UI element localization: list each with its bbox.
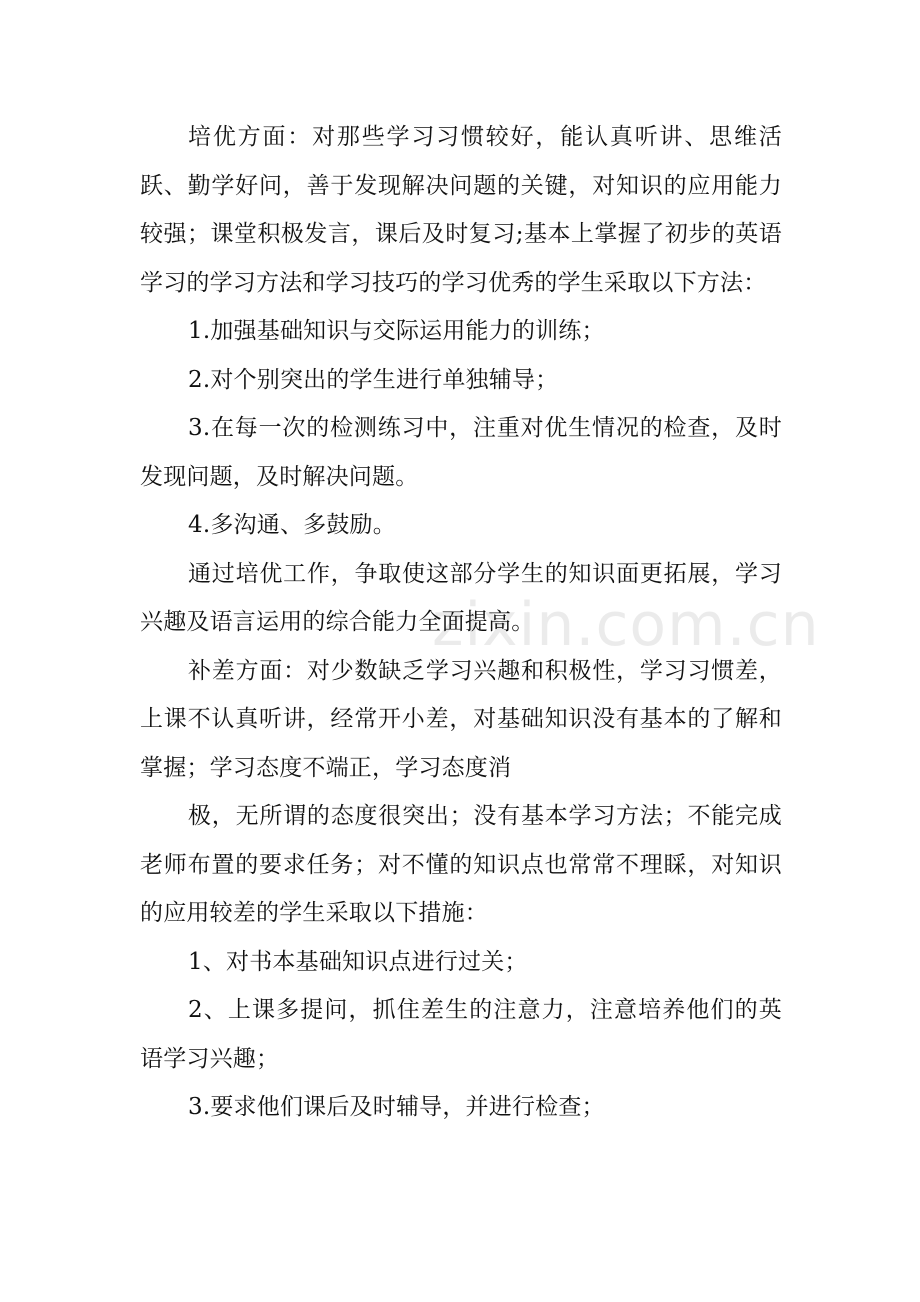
paragraph-weak-students-continued: 极，无所谓的态度很突出；没有基本学习方法；不能完成老师布置的要求任务；对不懂的知识点也常常不理睬，对知识的应用较差的学生采取以下措施： [140, 803, 782, 926]
paragraph-item-4: 4.多沟通、多鼓励。 [188, 512, 396, 538]
paragraph-measure-3: 3.要求他们课后及时辅导，并进行检查； [188, 1094, 605, 1120]
paragraph-item-2: 2.对个别突出的学生进行单独辅导； [188, 366, 559, 393]
paragraph-item-3: 3.在每一次的检测练习中，注重对优生情况的检查，及时发现问题，及时解决问题。 [140, 415, 782, 490]
paragraph-weak-students-intro: 补差方面：对少数缺乏学习兴趣和积极性，学习习惯差，上课不认真听讲，经常开小差，对基础知识没有基本的了解和掌握；学习态度不端正，学习态度消 [140, 657, 782, 781]
paragraph-top-students-intro: 培优方面：对那些学习习惯较好，能认真听讲、思维活跃、勤学好问，善于发现解决问题的关键，对知识的应用能力较强；课堂积极发言，课后及时复习;基本上掌握了初步的英语学习的学习方法和学习技巧的学习优秀的学生采取以下方法： [140, 124, 782, 296]
watermark: zixin.com.cn [432, 590, 820, 660]
paragraph-measure-1: 1、对书本基础知识点进行过关； [188, 948, 528, 975]
paragraph-item-1: 1.加强基础知识与交际运用能力的训练； [188, 318, 605, 344]
document-body [140, 113, 782, 1132]
paragraph-top-students-goal: 通过培优工作，争取使这部分学生的知识面更拓展，学习兴趣及语言运用的综合能力全面提高。 [140, 560, 782, 635]
paragraph-measure-2: 2、上课多提问，抓住差生的注意力，注意培养他们的英语学习兴趣； [140, 997, 782, 1072]
